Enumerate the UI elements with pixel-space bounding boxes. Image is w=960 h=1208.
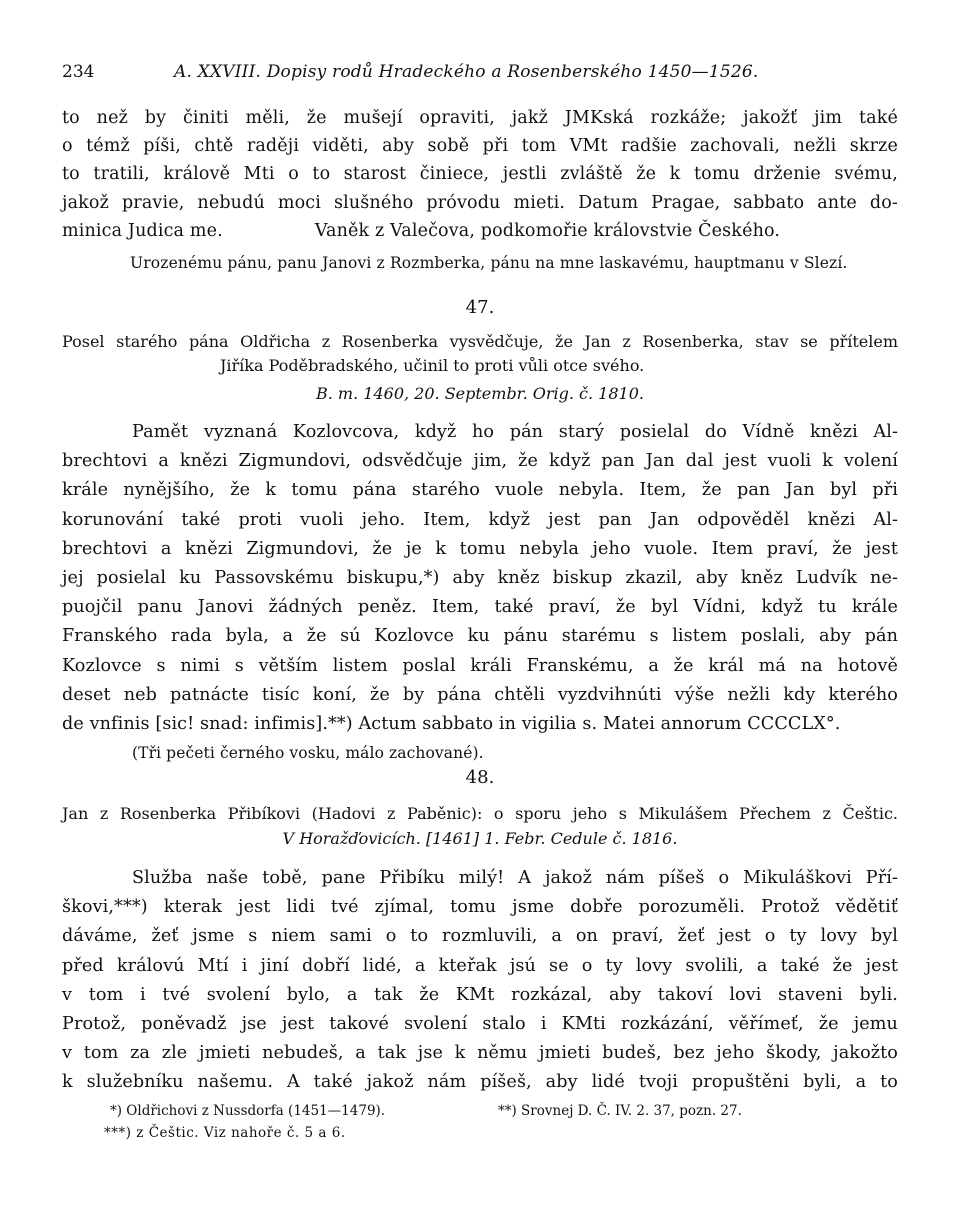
text-line: o témž píši, chtě raději viděti, aby sobě při tom VMt radšie zachovali, nežli skrze	[62, 136, 898, 157]
regest-48	[62, 802, 898, 826]
document-body-48	[62, 864, 898, 1098]
text-line: škovi,***) kterak jest lidi tvé zjímal, tomu jsme dobře porozuměli. Protož vědětiť	[62, 897, 898, 918]
text-line: Služba naše tobě, pane Přibíku milý! A jakož nám píšeš o Mikuláškovi Pří-	[132, 868, 898, 888]
text-line: Pamět vyznaná Kozlovcova, když ho pán starý posielal do Vídně knězi Al-	[132, 422, 898, 442]
regest-line: Posel starého pána Oldřicha z Rosenberka vysvědčuje, že Jan z Rosenberka, stav se přítelem	[62, 332, 898, 351]
text-line: Franského rada byla, a že sú Kozlovce ku pánu starému s listem poslali, aby pán	[62, 626, 898, 647]
document-body-47	[62, 418, 898, 768]
text-line: brechtovi a knězi Zigmundovi, odsvědčuje jim, že když pan Jan dal jest vuoli k volení	[62, 451, 898, 472]
document-number-48: 48.	[465, 767, 495, 788]
text-line: před královú Mtí i jiní dobří lidé, a kteřak jsú se o ty lovy svolili, a také že jest	[62, 955, 898, 976]
text-line: to než by činiti měli, že mušejí opraviti, jakž JMKská rozkáže; jakožť jim také	[62, 108, 898, 128]
footnote-3: ***) z Češtic. Viz nahoře č. 5 a 6.	[104, 1125, 346, 1141]
text-line: Kozlovce s nimi s větším listem poslal králi Franskému, a že král má na hotově	[62, 655, 898, 676]
regest-line: Jiříka Poděbradského, učinil to proti vůli otce svého.	[220, 356, 645, 375]
footnote-1: *) Oldřichovi z Nussdorfa (1451—1479).	[110, 1103, 386, 1119]
footnote-2: **) Srovnej D. Č. IV. 2. 37, pozn. 27.	[498, 1103, 742, 1119]
text-line: brechtovi a knězi Zigmundovi, že je k tomu nebyla jeho vuole. Item praví, že jest	[62, 538, 898, 559]
text-line: dáváme, žeť jsme s niem sami o to rozmluvili, a on praví, žeť jest o ty lovy byl	[62, 926, 898, 947]
address-line: Urozenému pánu, panu Janovi z Rozmberka, pánu na mne laskavému, hauptmanu v Slezí.	[130, 254, 848, 273]
closing-line	[62, 217, 898, 245]
footnotes	[62, 1100, 898, 1144]
document-number-47: 47.	[465, 297, 495, 318]
text-line: Protož, poněvadž jse jest takové svolení stalo i KMti rozkázání, věřímeť, že jemu	[62, 1014, 898, 1035]
signature: Vaněk z Valečova, podkomořie královstvie Českého.	[314, 220, 781, 241]
text-line-last: de vnfinis [sic! snad: infimis].**) Actum sabbato in vigilia s. Matei annorum CCCCLX°.	[62, 714, 841, 735]
dating-48: V Horažďovicích. [1461] 1. Febr. Cedule č. 1816.	[282, 829, 678, 848]
text-line: to tratili, králově Mti o to starost činiece, jestli zvláště že k tomu drženie svému,	[62, 164, 898, 185]
text-line: jej posielal ku Passovskému biskupu,*) aby kněz biskup zkazil, aby kněz Ludvík ne-	[62, 568, 898, 589]
page-header	[62, 62, 898, 86]
text-line: puojčil panu Janovi žádných peněz. Item, také praví, že byl Vídni, když tu krále	[62, 597, 898, 618]
text-line: korunování také proti vuoli jeho. Item, když jest pan Jan odpověděl knězi Al-	[62, 509, 898, 530]
regest-47	[62, 330, 898, 378]
running-title: A. XXVIII. Dopisy rodů Hradeckého a Rosenberského 1450—1526.	[174, 62, 759, 82]
text-line: krále nynějšího, že k tomu pána starého vuole nebyla. Item, že pan Jan byl při	[62, 480, 898, 501]
text-line: jakož pravie, nebudú moci slušného próvodu mieti. Datum Pragae, sabbato ante do-	[62, 192, 898, 213]
text-line: deset neb patnácte tisíc koní, že by pána chtěli vyzdvihnúti výše nežli kdy kterého	[62, 684, 898, 705]
previous-letter-ending	[62, 104, 898, 277]
dating-47: B. m. 1460, 20. Septembr. Orig. č. 1810.	[316, 384, 644, 403]
text-line: v tom za zle jmieti nebudeš, a tak jse k němu jmieti budeš, bez jeho škody, jakožto	[62, 1043, 898, 1064]
closing-dating: minica Judica me.	[62, 220, 223, 241]
seal-note: (Tři pečeti černého vosku, málo zachované).	[132, 744, 484, 763]
text-line: v tom i tvé svolení bylo, a tak že KMt rozkázal, aby takoví lovi staveni byli.	[62, 984, 898, 1005]
text-line: k služebníku našemu. A také jakož nám píšeš, aby lidé tvoji propuštěni byli, a to	[62, 1072, 898, 1093]
regest-line: Jan z Rosenberka Přibíkovi (Hadovi z Paběnic): o sporu jeho s Mikulášem Přechem z Češtic.	[62, 804, 898, 823]
page-number: 234	[62, 62, 95, 82]
